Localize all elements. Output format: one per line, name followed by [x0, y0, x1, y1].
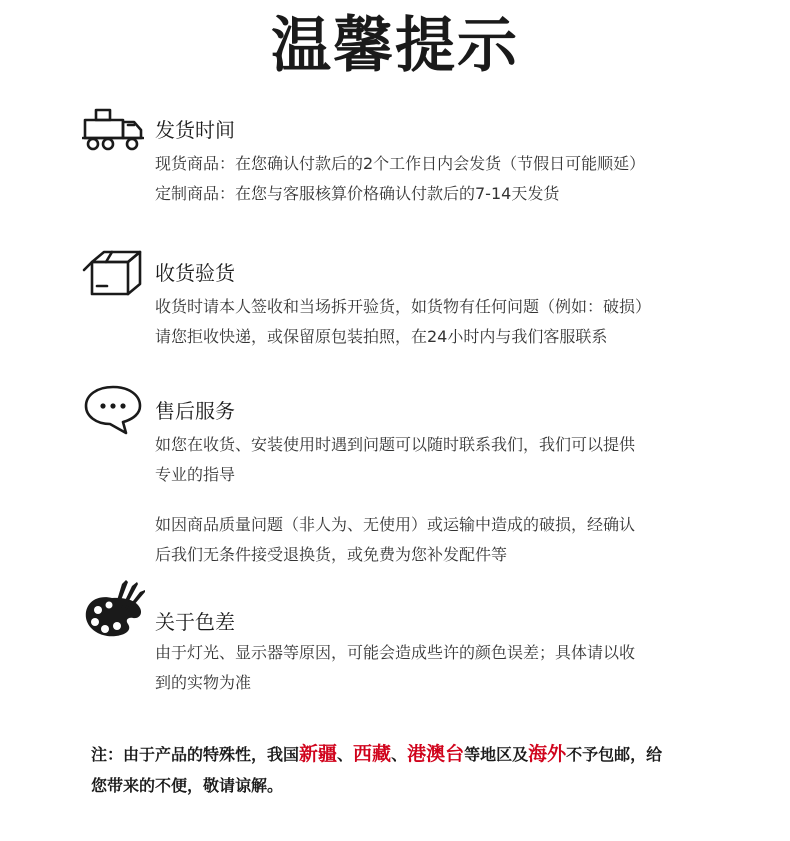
body-line: 如因商品质量问题（非人为、无使用）或运输中造成的破损，经确认 [155, 515, 636, 534]
section-heading: 售后服务 [155, 399, 235, 423]
region-hk-macau-taiwan: 港澳台 [407, 743, 465, 765]
section-body [155, 638, 755, 698]
section-color-difference [82, 578, 762, 698]
section-body [155, 149, 755, 209]
body-line: 后我们无条件接受退换货，或免费为您补发配件等 [155, 545, 508, 564]
note-separator: 、 [337, 745, 354, 764]
region-xizang: 西藏 [353, 743, 392, 765]
note-separator: 、 [391, 745, 408, 764]
body-line: 由于灯光、显示器等原因，可能会造成些许的颜色误差；具体请以收 [155, 643, 636, 662]
section-heading: 关于色差 [155, 610, 235, 634]
section-shipping-time [82, 105, 762, 215]
chat-bubble-icon [82, 384, 142, 436]
body-line: 如您在收货、安装使用时遇到问题可以随时联系我们，我们可以提供 [155, 435, 636, 454]
delivery-truck-icon [82, 108, 142, 160]
note-line-1 [91, 739, 731, 770]
section-body [155, 430, 755, 570]
section-body [155, 292, 755, 352]
note-suffix: 不予包邮，给 [566, 745, 663, 764]
body-line: 定制商品：在您与客服核算价格确认付款后的7-14天发货 [155, 184, 560, 203]
note-middle: 等地区及 [464, 745, 529, 764]
body-line: 请您拒收快递，或保留原包装拍照，在24小时内与我们客服联系 [155, 327, 608, 346]
section-after-sales [82, 384, 762, 564]
body-line: 专业的指导 [155, 465, 236, 484]
region-xinjiang: 新疆 [299, 743, 338, 765]
shipping-note [91, 739, 731, 801]
section-heading: 发货时间 [155, 118, 235, 142]
note-line-2: 您带来的不便，敬请谅解。 [91, 776, 284, 795]
page-title: 温馨提示 [271, 11, 519, 81]
package-box-icon [82, 248, 142, 300]
region-overseas: 海外 [528, 743, 567, 765]
body-line: 到的实物为准 [155, 673, 252, 692]
paint-palette-icon [82, 578, 142, 640]
note-prefix: 注：由于产品的特殊性，我国 [91, 745, 300, 764]
section-heading: 收货验货 [155, 261, 235, 285]
body-line: 收货时请本人签收和当场拆开验货，如货物有任何问题（例如：破损） [155, 297, 652, 316]
section-receiving-inspection [82, 243, 762, 353]
body-line: 现货商品：在您确认付款后的2个工作日内会发货（节假日可能顺延） [155, 154, 646, 173]
